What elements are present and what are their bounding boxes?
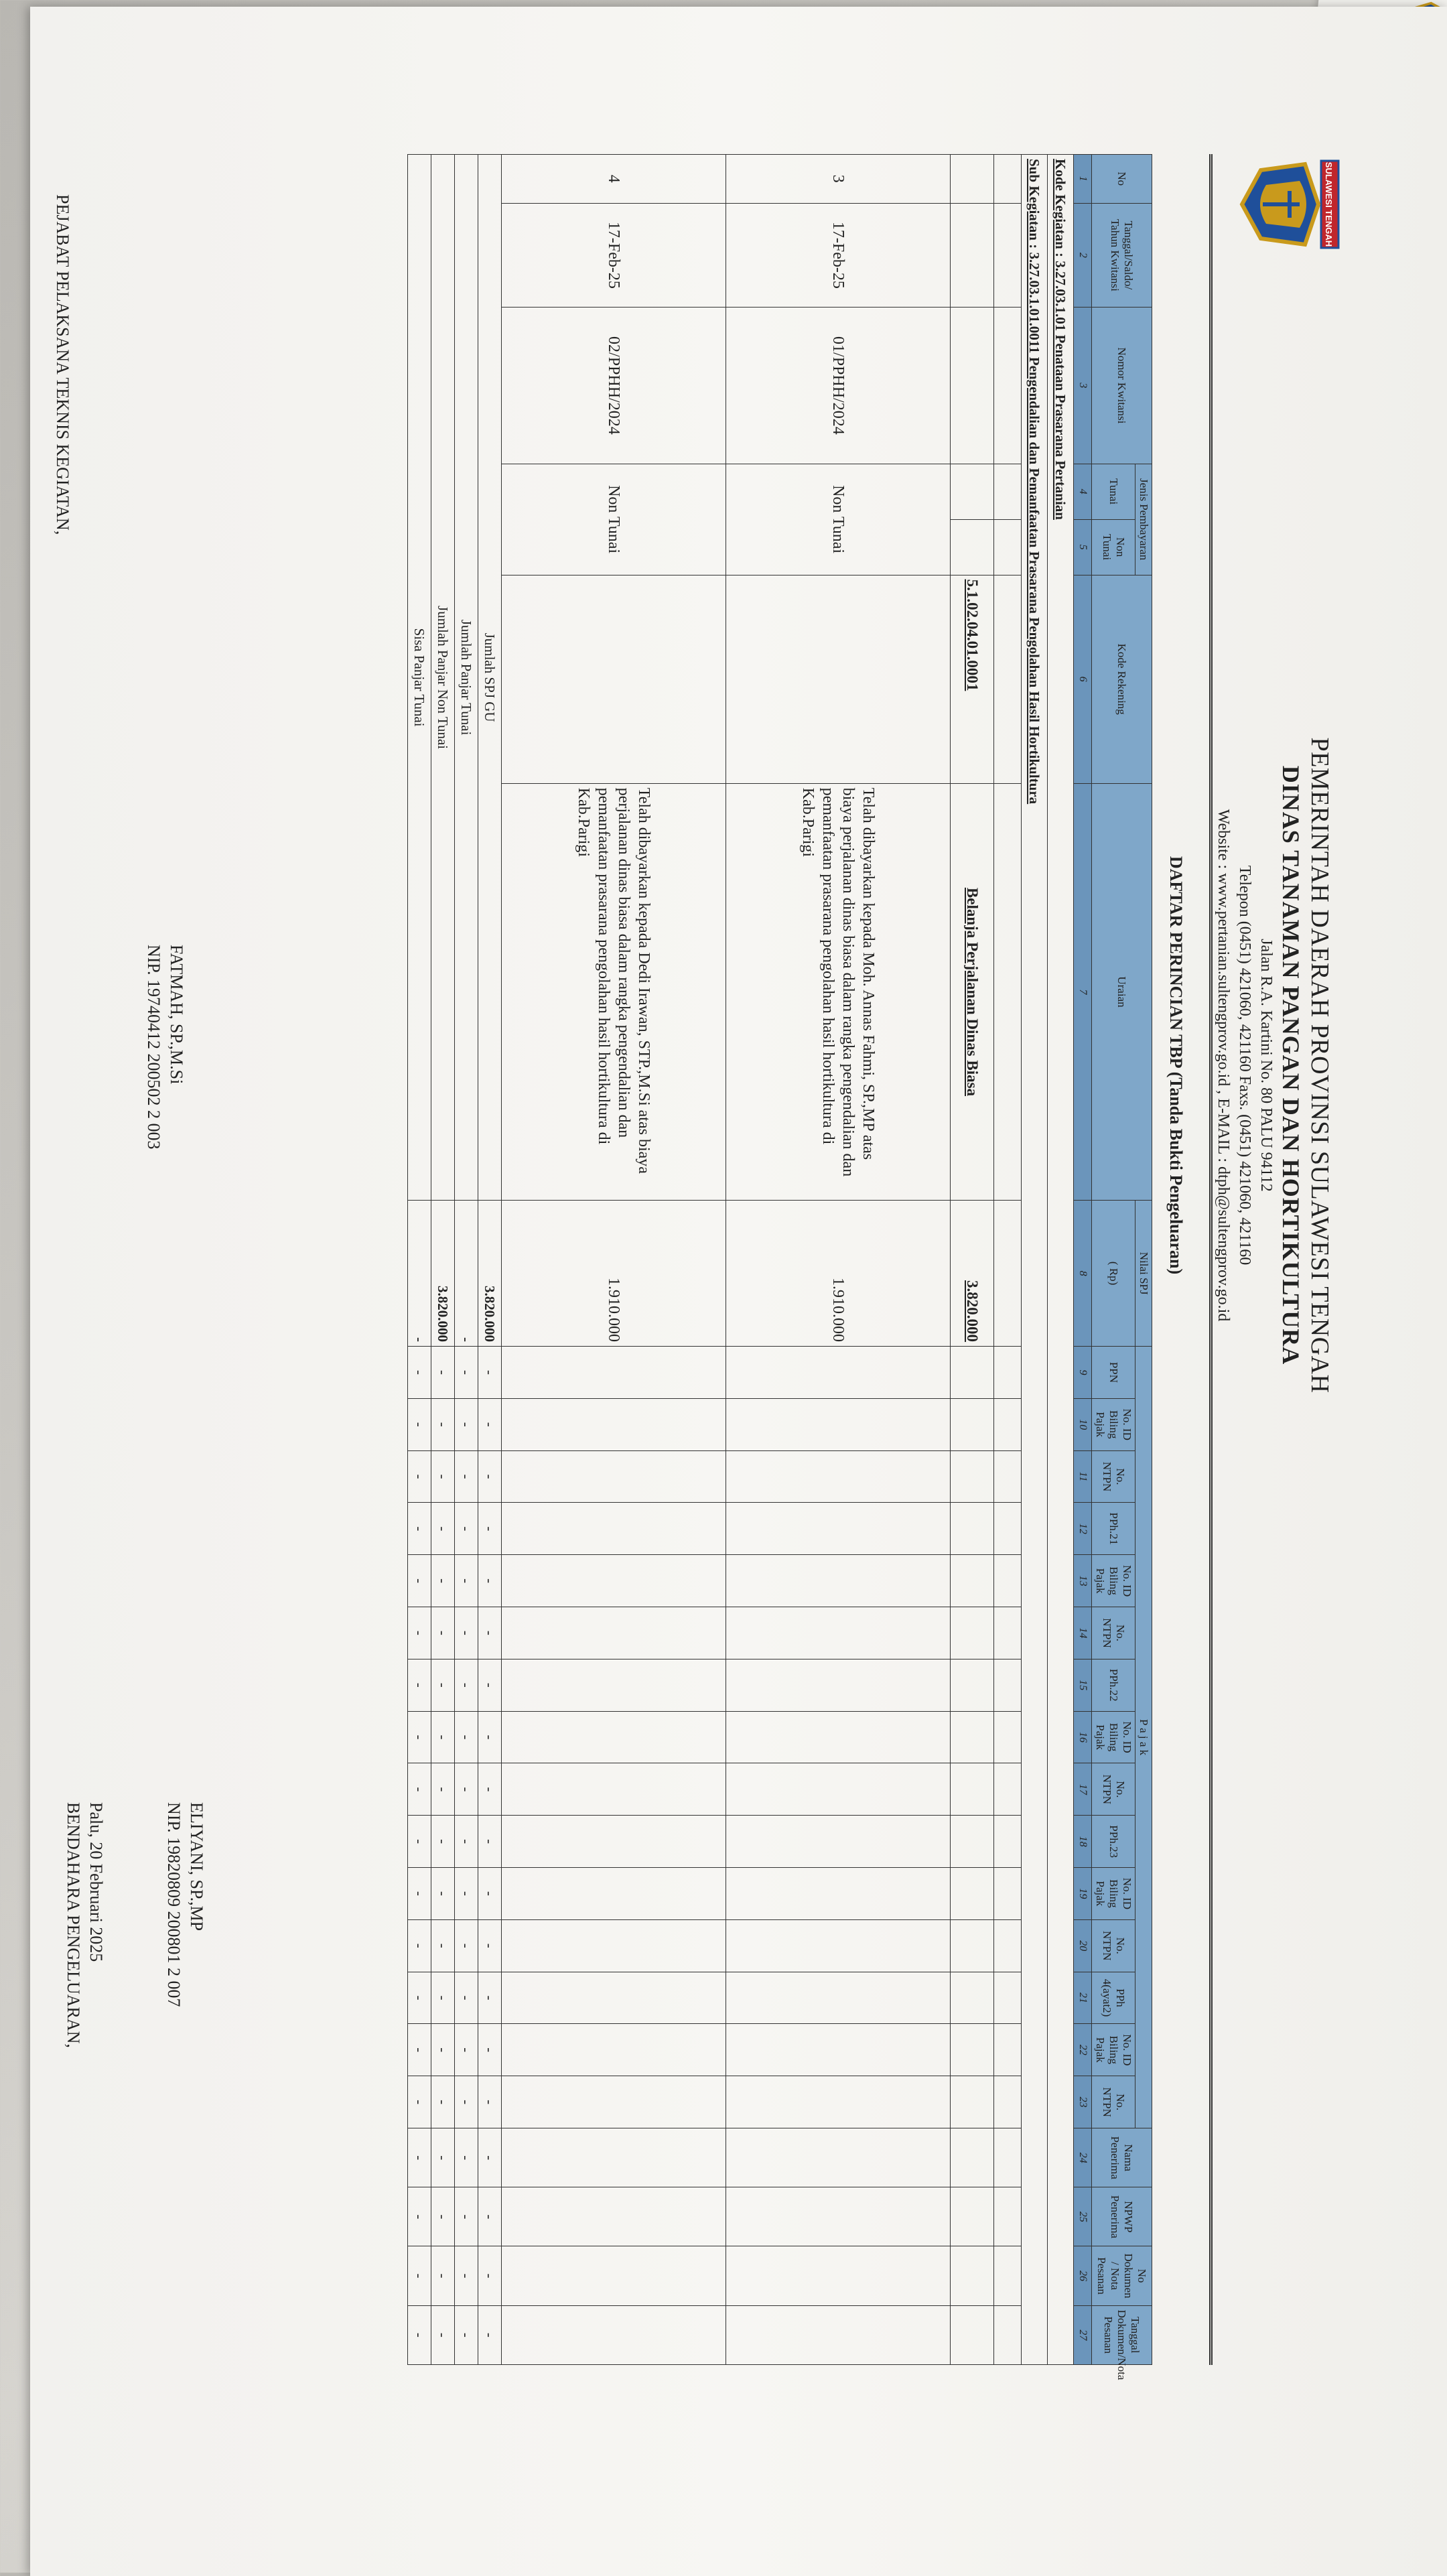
table-header-row xyxy=(1135,155,1152,2365)
col-header-ntpn-pph23: No. NTPN xyxy=(1092,1919,1135,1972)
totals-dash: - xyxy=(431,1763,455,1816)
col-header-non-tunai: Non Tunai xyxy=(1092,519,1135,575)
kode-kegiatan: Kode Kegiatan : 3.27.03.1.01 Penataan Prasarana Pertanian xyxy=(1048,155,1074,2365)
column-number: 18 xyxy=(1074,1816,1092,1868)
totals-dash: - xyxy=(478,1711,502,1763)
totals-dash: - xyxy=(455,1711,478,1763)
totals-dash: - xyxy=(408,1607,431,1659)
table-row xyxy=(502,155,726,2365)
col-header-pph4: PPh 4(ayat2) xyxy=(1092,1972,1135,2024)
totals-dash: - xyxy=(431,2246,455,2305)
totals-dash: - xyxy=(455,1555,478,1607)
col-header-nama-penerima: Nama Penerima xyxy=(1092,2128,1152,2187)
col-header-kode-rekening: Kode Rekening xyxy=(1092,575,1152,783)
totals-dash: - xyxy=(478,1607,502,1659)
totals-dash: - xyxy=(408,1816,431,1868)
totals-dash: - xyxy=(455,2246,478,2305)
account-row xyxy=(951,155,994,2365)
col-header-pajak: P a j a k xyxy=(1135,1347,1152,2128)
signature-right-role: BENDAHARA PENGELUARAN, xyxy=(64,1802,83,2048)
signature-right xyxy=(62,1802,107,2048)
document-title: DAFTAR PERINCIAN TBP (Tanda Bukti Pengeluaran) xyxy=(1166,856,1186,1275)
column-number: 4 xyxy=(1074,464,1092,519)
logo-banner-text: SULAWESI TENGAH xyxy=(1324,161,1334,247)
totals-dash: - xyxy=(431,1398,455,1450)
row-nomor-kwitansi: 01/PPHH/2024 xyxy=(726,308,951,464)
column-number: 19 xyxy=(1074,1868,1092,1920)
totals-dash: - xyxy=(478,1919,502,1972)
account-value: 3.820.000 xyxy=(951,1201,994,1347)
letterhead-divider xyxy=(1209,154,1213,2365)
account-code: 5.1.02.04.01.0001 xyxy=(951,575,994,783)
col-header-nilai-spj: Nilai SPJ xyxy=(1135,1201,1152,1347)
totals-dash: - xyxy=(408,2246,431,2305)
totals-dash: - xyxy=(408,1555,431,1607)
col-header-billing-pph22: No. ID Biling Pajak xyxy=(1092,1711,1135,1763)
totals-row xyxy=(431,155,455,2365)
column-number: 25 xyxy=(1074,2187,1092,2246)
totals-dash: - xyxy=(431,1450,455,1503)
totals-dash: - xyxy=(431,1555,455,1607)
letterhead xyxy=(1213,328,1340,1802)
totals-dash: - xyxy=(431,1868,455,1920)
column-number: 13 xyxy=(1074,1555,1092,1607)
col-header-uraian: Uraian xyxy=(1092,783,1152,1200)
totals-dash: - xyxy=(478,2024,502,2076)
row-tanggal: 17-Feb-25 xyxy=(502,203,726,308)
totals-dash: - xyxy=(431,2024,455,2076)
totals-label: Jumlah SPJ GU xyxy=(478,155,502,1201)
tbp-document-page xyxy=(0,154,1340,2380)
government-name: PEMERINTAH DAERAH PROVINSI SULAWESI TENGAH xyxy=(1306,737,1334,1394)
signature-left-role: PEJABAT PELAKSANA TEKNIS KEGIATAN, xyxy=(53,194,72,535)
totals-dash: - xyxy=(431,2187,455,2246)
totals-dash: - xyxy=(408,1763,431,1816)
col-header-ppn: PPN xyxy=(1092,1347,1135,1399)
col-header-nomor-kwitansi: Nomor Kwitansi xyxy=(1092,308,1152,464)
totals-dash: - xyxy=(408,1711,431,1763)
col-header-npwp: NPWP Penerima xyxy=(1092,2187,1152,2246)
agency-address: Jalan R.A. Kartini No. 80 PALU 94112 xyxy=(1257,939,1275,1192)
totals-dash: - xyxy=(408,1868,431,1920)
row-jenis-pembayaran: Non Tunai xyxy=(726,464,951,575)
column-number: 5 xyxy=(1074,519,1092,575)
column-number: 16 xyxy=(1074,1711,1092,1763)
blank-row xyxy=(994,155,1022,2365)
totals-dash: - xyxy=(455,1868,478,1920)
column-number: 23 xyxy=(1074,2076,1092,2128)
totals-dash: - xyxy=(455,1450,478,1503)
totals-dash: - xyxy=(478,1659,502,1711)
totals-dash: - xyxy=(478,1868,502,1920)
column-number: 22 xyxy=(1074,2024,1092,2076)
totals-dash: - xyxy=(455,1763,478,1816)
totals-dash: - xyxy=(408,1398,431,1450)
signature-right-identity xyxy=(162,1802,208,2007)
totals-row xyxy=(478,155,502,2365)
totals-value: - xyxy=(455,1201,478,1347)
totals-dash: - xyxy=(455,1347,478,1399)
totals-dash: - xyxy=(478,2187,502,2246)
signature-left-name: FATMAH, SP.,M.Si xyxy=(167,945,186,1085)
column-number: 21 xyxy=(1074,1972,1092,2024)
totals-dash: - xyxy=(431,1503,455,1555)
row-no: 3 xyxy=(726,155,951,204)
col-header-rp: ( Rp) xyxy=(1092,1201,1135,1347)
signature-right-date: Palu, 20 Februari 2025 xyxy=(86,1802,106,1962)
signature-right-name: ELIYANI, SP.,MP xyxy=(187,1802,206,1931)
totals-value: - xyxy=(408,1201,431,1347)
signature-left xyxy=(51,194,74,535)
signature-left-identity xyxy=(142,945,188,1150)
totals-dash: - xyxy=(478,2305,502,2364)
col-header-billing-pph23: No. ID Biling Pajak xyxy=(1092,1868,1135,1920)
row-tanggal: 17-Feb-25 xyxy=(726,203,951,308)
totals-dash: - xyxy=(478,1816,502,1868)
column-number: 12 xyxy=(1074,1503,1092,1555)
totals-dash: - xyxy=(478,2246,502,2305)
totals-dash: - xyxy=(431,1919,455,1972)
row-jenis-pembayaran: Non Tunai xyxy=(502,464,726,575)
account-description: Belanja Perjalanan Dinas Biasa xyxy=(951,783,994,1200)
totals-dash: - xyxy=(478,2128,502,2187)
col-header-ntpn-pph22: No. NTPN xyxy=(1092,1763,1135,1816)
totals-dash: - xyxy=(408,2024,431,2076)
totals-value: 3.820.000 xyxy=(431,1201,455,1347)
column-number: 20 xyxy=(1074,1919,1092,1972)
sub-kegiatan-row xyxy=(1022,155,1048,2365)
column-number: 10 xyxy=(1074,1398,1092,1450)
totals-dash: - xyxy=(478,1450,502,1503)
col-header-pph22: PPh.22 xyxy=(1092,1659,1135,1711)
column-number: 3 xyxy=(1074,308,1092,464)
totals-value: 3.820.000 xyxy=(478,1201,502,1347)
totals-dash: - xyxy=(408,2187,431,2246)
totals-dash: - xyxy=(455,2024,478,2076)
totals-dash: - xyxy=(431,1711,455,1763)
totals-label: Jumlah Panjar Non Tunai xyxy=(431,155,455,1201)
row-no: 4 xyxy=(502,155,726,204)
totals-dash: - xyxy=(478,1503,502,1555)
col-header-tanggal: Tanggal/Saldo/ Tahun Kwitansi xyxy=(1092,203,1152,308)
totals-dash: - xyxy=(455,1607,478,1659)
totals-dash: - xyxy=(431,1659,455,1711)
row-uraian: Telah dibayarkan kepada Dedi Irawan, STP.,M.Si atas biaya perjalanan dinas biasa dalam rangka pengendalian dan pemanfaatan prasarana pengolahan hasil hortikultura di Kab.Parigi xyxy=(502,783,726,1200)
totals-row xyxy=(408,155,431,2365)
column-number: 11 xyxy=(1074,1450,1092,1503)
totals-dash: - xyxy=(431,1972,455,2024)
col-header-no: No xyxy=(1092,155,1152,204)
totals-dash: - xyxy=(478,2076,502,2128)
totals-row xyxy=(455,155,478,2365)
col-header-ntpn-pph21: No. NTPN xyxy=(1092,1607,1135,1659)
col-header-billing-pph21: No. ID Biling Pajak xyxy=(1092,1555,1135,1607)
col-header-ntpn-pph4: No. NTPN xyxy=(1092,2076,1135,2128)
tbp-table xyxy=(407,154,1152,2380)
totals-dash: - xyxy=(455,2128,478,2187)
totals-dash: - xyxy=(431,2305,455,2364)
column-number: 14 xyxy=(1074,1607,1092,1659)
totals-dash: - xyxy=(408,1659,431,1711)
table-row xyxy=(726,155,951,2365)
totals-dash: - xyxy=(431,1607,455,1659)
signature-right-nip: NIP. 19820809 200801 2 007 xyxy=(164,1802,184,2007)
totals-dash: - xyxy=(431,2076,455,2128)
col-header-tanggal-dokumen: Tanggal Dokumen/Nota Pesanan xyxy=(1092,2305,1152,2364)
totals-dash: - xyxy=(478,1972,502,2024)
kode-kegiatan-row xyxy=(1048,155,1074,2365)
column-number: 7 xyxy=(1074,783,1092,1200)
col-header-jenis-pembayaran: Jenis Pembayaran xyxy=(1135,464,1152,575)
totals-dash: - xyxy=(478,1763,502,1816)
totals-dash: - xyxy=(455,1972,478,2024)
totals-dash: - xyxy=(478,1398,502,1450)
col-header-pph21: PPh.21 xyxy=(1092,1503,1135,1555)
totals-dash: - xyxy=(455,1816,478,1868)
col-header-billing-ppn: No. ID Biling Pajak xyxy=(1092,1398,1135,1450)
column-number: 24 xyxy=(1074,2128,1092,2187)
sub-kegiatan: Sub Kegiatan : 3.27.03.1.01.0011 Pengendalian dan Pemanfaatan Prasarana Pengolahan Hasil Hortikultura xyxy=(1022,155,1048,2365)
totals-dash: - xyxy=(478,1347,502,1399)
totals-dash: - xyxy=(431,1816,455,1868)
column-number: 8 xyxy=(1074,1201,1092,1347)
totals-dash: - xyxy=(478,1555,502,1607)
totals-dash: - xyxy=(431,2128,455,2187)
column-number: 6 xyxy=(1074,575,1092,783)
totals-dash: - xyxy=(455,1919,478,1972)
signature-left-nip: NIP. 19740412 200502 2 003 xyxy=(144,945,163,1150)
column-number: 9 xyxy=(1074,1347,1092,1399)
agency-name: DINAS TANAMAN PANGAN DAN HORTIKULTURA xyxy=(1278,765,1304,1365)
col-header-no-dokumen: No Dokumen / Nota Pesanan xyxy=(1092,2246,1152,2305)
row-nilai: 1.910.000 xyxy=(726,1201,951,1347)
col-header-billing-pph4: No. ID Biling Pajak xyxy=(1092,2024,1135,2076)
col-header-pph23: PPh.23 xyxy=(1092,1816,1135,1868)
totals-dash: - xyxy=(455,2076,478,2128)
col-header-tunai: Tunai xyxy=(1092,464,1135,519)
column-number-row xyxy=(1074,155,1092,2365)
totals-dash: - xyxy=(455,1398,478,1450)
totals-dash: - xyxy=(408,1450,431,1503)
row-nomor-kwitansi: 02/PPHH/2024 xyxy=(502,308,726,464)
col-header-ntpn-ppn: No. NTPN xyxy=(1092,1450,1135,1503)
totals-dash: - xyxy=(408,2305,431,2364)
totals-dash: - xyxy=(408,1347,431,1399)
column-number: 17 xyxy=(1074,1763,1092,1816)
sulawesi-tengah-emblem-icon xyxy=(1239,154,1340,255)
agency-phone: Telepon (0451) 421060, 421160 Faxs. (0451) 421060, 421160 xyxy=(1236,865,1253,1266)
totals-label: Sisa Panjar Tunai xyxy=(408,155,431,1201)
totals-dash: - xyxy=(431,1347,455,1399)
totals-label: Jumlah Panjar Tunai xyxy=(455,155,478,1201)
totals-dash: - xyxy=(408,1972,431,2024)
totals-dash: - xyxy=(455,1503,478,1555)
totals-dash: - xyxy=(455,1659,478,1711)
row-uraian: Telah dibayarkan kepada Moh. Annas Fahmi, SP.,MP atas biaya perjalanan dinas biasa dalam rangka pengendalian dan pemanfaatan prasarana pengolahan hasil hortikultura di Kab.Parigi xyxy=(726,783,951,1200)
column-number: 1 xyxy=(1074,155,1092,204)
totals-dash: - xyxy=(455,2187,478,2246)
column-number: 15 xyxy=(1074,1659,1092,1711)
totals-dash: - xyxy=(455,2305,478,2364)
agency-website: Website : www.pertanian.sultengprov.go.id , E-MAIL : dtph@sultengprov.go.id xyxy=(1215,809,1232,1322)
column-number: 26 xyxy=(1074,2246,1092,2305)
totals-dash: - xyxy=(408,2128,431,2187)
column-number: 2 xyxy=(1074,203,1092,308)
totals-dash: - xyxy=(408,1503,431,1555)
column-number: 27 xyxy=(1074,2305,1092,2364)
totals-dash: - xyxy=(408,1919,431,1972)
row-nilai: 1.910.000 xyxy=(502,1201,726,1347)
totals-dash: - xyxy=(408,2076,431,2128)
